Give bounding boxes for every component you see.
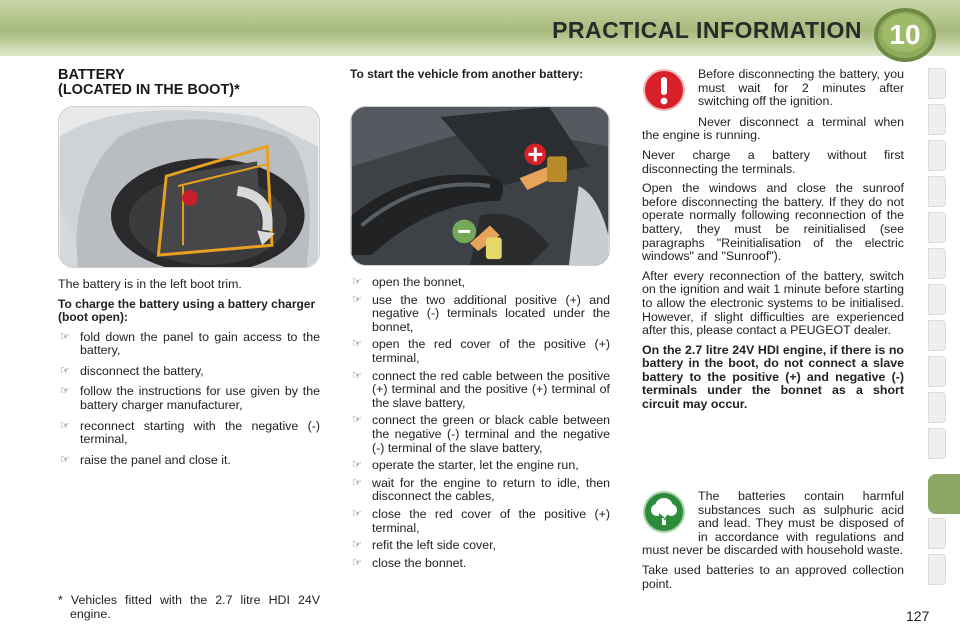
chapter-tab[interactable] <box>928 392 946 423</box>
icon-spacer <box>642 490 698 544</box>
paragraph-windows: Open the windows and close the sunroof before disconnecting the battery. If they do not operate normally following reconnection of the battery, they must be reinitialised (see paragraphs "Reinitialisation of the electric windows" and "Sunroof"). <box>642 181 904 264</box>
chapter-tab[interactable] <box>928 518 946 549</box>
hand-pointer-icon: ☞ <box>60 330 70 343</box>
hand-pointer-icon: ☞ <box>352 414 362 427</box>
chapter-tab[interactable] <box>928 356 946 387</box>
hand-pointer-icon: ☞ <box>352 276 362 288</box>
environment-block <box>642 490 904 597</box>
list-item: ☞ open the bonnet, <box>352 275 466 289</box>
middle-body <box>350 276 610 574</box>
hand-pointer-icon: ☞ <box>352 539 362 552</box>
list-item: ☞ raise the panel and close it. <box>60 452 231 467</box>
list-item: ☞ follow the instructions for use given by the battery charger manufacturer, <box>60 384 320 412</box>
hand-pointer-icon: ☞ <box>60 419 70 432</box>
page-number: 127 <box>906 608 930 624</box>
section-title-line1: BATTERY <box>58 67 125 83</box>
chapter-tab[interactable] <box>928 212 946 243</box>
environment-paragraph-1: The batteries contain harmful substances such as sulphuric acid and lead. They must be disposed of in accordance with regulations and must never be discarded with household waste. <box>642 489 904 558</box>
chapter-tab-active[interactable] <box>928 474 960 514</box>
intro-text: The battery is in the left boot trim. <box>58 277 242 291</box>
hand-pointer-icon: ☞ <box>60 385 70 398</box>
hand-pointer-icon: ☞ <box>352 369 362 382</box>
list-item: ☞ use the two additional positive (+) and negative (-) terminals located under the bonnet, <box>352 292 610 334</box>
hand-pointer-icon: ☞ <box>352 556 362 569</box>
charging-steps <box>58 331 320 468</box>
jump-start-subheading: To start the vehicle from another battery: <box>350 67 584 81</box>
left-body <box>58 278 320 474</box>
engine-bay-photo <box>350 106 610 266</box>
chapter-tab[interactable] <box>928 248 946 279</box>
list-item: ☞ close the red cover of the positive (+) terminal, <box>352 506 610 535</box>
hand-pointer-icon: ☞ <box>352 476 362 489</box>
paragraph-hdi-warning: On the 2.7 litre 24V HDI engine, if there is no battery in the boot, do not connect a slave battery to the positive (+) and negative (-) terminals under the bonnet as a short circuit may occur. <box>642 342 904 412</box>
chapter-tab[interactable] <box>928 104 946 135</box>
paragraph-charge: Never charge a battery without first disconnecting the terminals. <box>642 147 904 176</box>
page-title: PRACTICAL INFORMATION <box>552 17 862 43</box>
hand-pointer-icon: ☞ <box>60 364 70 377</box>
list-item: ☞ close the bonnet. <box>352 555 467 570</box>
environment-paragraph-2: Take used batteries to an approved collection point. <box>642 562 904 591</box>
list-item: ☞ operate the starter, let the engine run, <box>352 458 579 473</box>
chapter-number: 10 <box>889 19 921 50</box>
hand-pointer-icon: ☞ <box>352 293 362 306</box>
charging-subheading: To charge the battery using a battery charger (boot open): <box>58 296 316 325</box>
list-item: ☞ connect the green or black cable between the negative (-) terminal and the negative (-) terminal of the slave battery, <box>352 413 610 455</box>
boot-battery-photo <box>58 106 320 268</box>
list-item: ☞ connect the red cable between the positive (+) terminal and the positive (+) terminal of the slave battery, <box>352 368 610 410</box>
chapter-tab[interactable] <box>928 140 946 171</box>
chapter-tab[interactable] <box>928 68 946 99</box>
hand-pointer-icon: ☞ <box>352 507 362 520</box>
chapter-tab[interactable] <box>928 554 946 585</box>
chapter-tab[interactable] <box>928 428 946 459</box>
chapter-tab[interactable] <box>928 284 946 315</box>
section-title-line2: (LOCATED IN THE BOOT)* <box>58 82 240 98</box>
jump-start-steps <box>350 276 610 570</box>
list-item: ☞ fold down the panel to gain access to the battery, <box>60 329 320 358</box>
hand-pointer-icon: ☞ <box>352 459 362 472</box>
warning-paragraph-2: Never disconnect a terminal when the engine is running. <box>642 114 904 143</box>
warning-paragraph-1: Before disconnecting the battery, you must wait for 2 minutes after switching off the ignition. <box>698 67 904 109</box>
chapter-tab[interactable] <box>928 176 946 207</box>
hand-pointer-icon: ☞ <box>352 338 362 351</box>
hand-pointer-icon: ☞ <box>60 453 70 466</box>
chapter-tab[interactable] <box>928 320 946 351</box>
list-item: ☞ open the red cover of the positive (+) terminal, <box>352 337 610 365</box>
paragraph-reconnection: After every reconnection of the battery, switch on the ignition and wait 1 minute before starting to allow the electronic systems to be initialised. However, if slight difficulties are experienced after this, please contact a PEUGEOT dealer. <box>642 268 904 338</box>
middle-heading-block <box>350 68 610 82</box>
list-item: ☞ refit the left side cover, <box>352 538 496 553</box>
list-item: ☞ reconnect starting with the negative (-) terminal, <box>60 418 320 447</box>
footnote: * Vehicles fitted with the 2.7 litre HDI 24V engine. <box>58 593 320 621</box>
list-item: ☞ wait for the engine to return to idle, then disconnect the cables, <box>352 475 610 504</box>
left-column <box>58 68 320 98</box>
right-column <box>642 68 904 418</box>
list-item: ☞ disconnect the battery, <box>60 363 204 378</box>
